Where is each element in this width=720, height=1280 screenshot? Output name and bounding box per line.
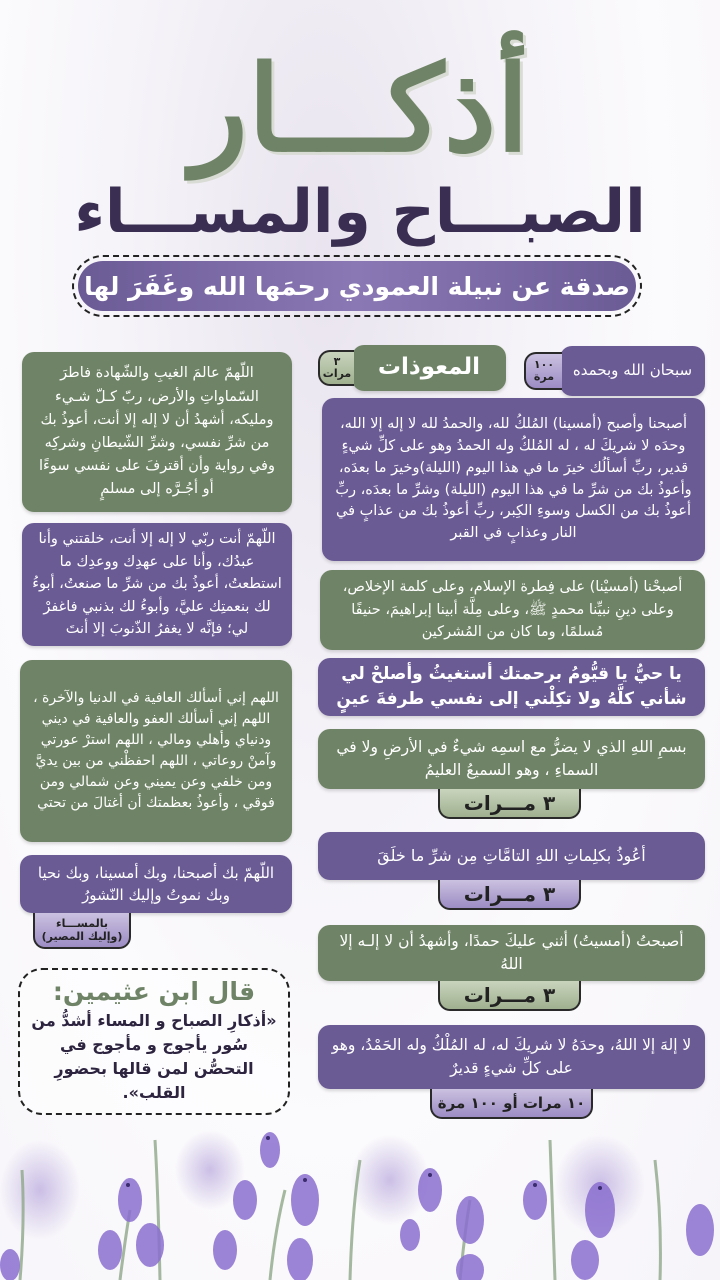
dhikr-card-bismillah: بسمِ اللهِ الذي لا يضرُّ مع اسمِه شيءٌ في الأرضِ ولا في السماءِ ، وهو السميعُ العليمُ [318,729,705,789]
dhikr-card-athni-alayk: أصبحتُ (أمسيتُ) أثني عليكَ حمدًا، وأشهدُ أن لا إلـه إلا اللهُ [318,925,705,981]
bismillah-count-pill: ٣ مـــرات [438,789,581,819]
athni-count-pill: ٣ مـــرات [438,981,581,1011]
tasbih-count-number: ١٠٠ [533,357,555,371]
dhikr-card-la-ilaha: لا إلهَ إلا اللهُ، وحدَهُ لا شريكَ له، له المُلْكُ وله الحَمْدُ، وهو على كلِّ شيءٍ قديرٌ [318,1025,705,1089]
dhikr-card-bika-asbahna: اللّهمّ بك أصبحنا، وبك أمسينا، وبك نحيا وبك نموتُ وإليك النّشورُ [20,855,292,913]
tasbih-label: سبحان الله وبحمده [560,346,705,396]
dhikr-card-sayyid-istighfar: اللّهمّ أنت ربّي لا إله إلا أنت، خلقتني وأنا عبدُك، وأنا على عهدِك ووعدِك ما استطعتُ، أعوذُ بك من شرِّ ما صنعتُ، أبوءُ لك بنعمتِك عليَّ، وأبوءُ لك بذنبي فاغفرْ لي؛ فإنَّه لا يغفرُ الذّنوبَ إلا أنتَ [22,523,292,646]
dedication-text: صدقة عن نبيلة العمودي رحمَها الله وغَفَرَ لها [78,261,636,311]
tasbih-count-label: مرة [533,370,555,383]
muawwidhat-count-number: ٣ [333,354,341,368]
dhikr-card-alim-alghayb: اللّهمّ عالمَ الغيبِ والشّهادة فاطرَ السّماواتِ والأرض، ربّ كـلّ شـيء ومليكه، أشهدُ أن لا إله إلا أنت، أعوذُ بك من شرِّ نفسي، وشرِّ الشّيطانِ وشركِه وفي رواية وأن أقترفَ على نفسي سوءًا أو أجُـرَّه إلى مسلمٍ [22,352,292,512]
muawwidhat-count-label: مرات [322,367,352,380]
muawwidhat-label: المعوذات [352,345,506,391]
dhikr-card-asbahna-almulk: أصبحنا وأصبح (أمسينا) المُلكُ لله، والحمدُ لله لا إله إلا الله، وحدَه لا شريكَ له ، له المُلكُ وله الحمدُ وهو على كلِّ شيءٍ قدير، ربِّ أسألُك خيرَ ما في هذا اليوم (الليلة)وخيرَ ما بعدَه، وأعوذُ بك من شرِّ ما في هذا اليوم (الليلة) وشرِّ ما بعدَه، ربِّ أعوذُ بك من الكسل وسوءِ الكِبر، ربِّ أعوذُ بك من عذابٍ في النار وعذابٍ في القبر [322,398,705,561]
quote-text: «أذكارِ الصباح و المساء أشدُّ من سُور يأجوج و مأجوج في التحصُّن لمن قالها بحضورِ القلب». [31,1010,277,1102]
dhikr-card-audhu-kalimat: أعُوذُ بكلِماتِ اللهِ التامَّاتِ مِن شرِّ ما خلَقَ [318,832,705,880]
dhikr-card-ya-hayy: يا حيُّ يا قيُّومُ برحمتك أستغيثُ وأصلحْ لي شأني كلَّهُ ولا تكِلْني إلى نفسي طرفةَ عينٍ [318,658,705,716]
page-subtitle: الصبـــاح والمســـاء [74,177,646,247]
ibn-uthaymeen-quote-box [18,968,290,1115]
dhikr-card-afiyah: اللهم إني أسألك العافية في الدنيا والآخرة ، اللهم إني أسألك العفو والعافية في ديني ودنياي وأهلي ومالي ، اللهم استرْ عورتي وآمنْ روعاتي ، اللهم احفظْني من بين يديَّ ومن خلفي وعن يميني وعن شمالي ومن فوقي ، وأعوذُ بعظمتك أن أغتالَ من تحتي [20,660,292,842]
la-ilaha-count-pill: ١٠ مرات أو ١٠٠ مرة [430,1089,593,1119]
evening-note-line1: بالمســـاء [56,916,108,930]
page-title: أذكـــار [190,39,530,178]
lavender-flowers-decoration [0,1130,720,1280]
evening-note-pill [33,913,131,949]
quote-title: قال ابن عثيمين: [52,977,256,1006]
dhikr-card-fitrat-islam: أصبحْنا (أمسيْنا) على فِطرة الإسلام، وعلى كلمة الإخلاص، وعلى دينِ نبيِّنا محمدٍ ﷺ، وعلى مِلَّة أبينا إبراهيمَ، حنيفًا مُسلمًا، وما كان من المُشركين [320,570,705,650]
evening-note-line2: (وإليك المصير) [41,930,123,943]
tasbih-count-badge [524,352,562,390]
dedication-banner [72,255,642,317]
muawwidhat-count-badge [318,350,354,386]
audhu-count-pill: ٣ مـــرات [438,880,581,910]
